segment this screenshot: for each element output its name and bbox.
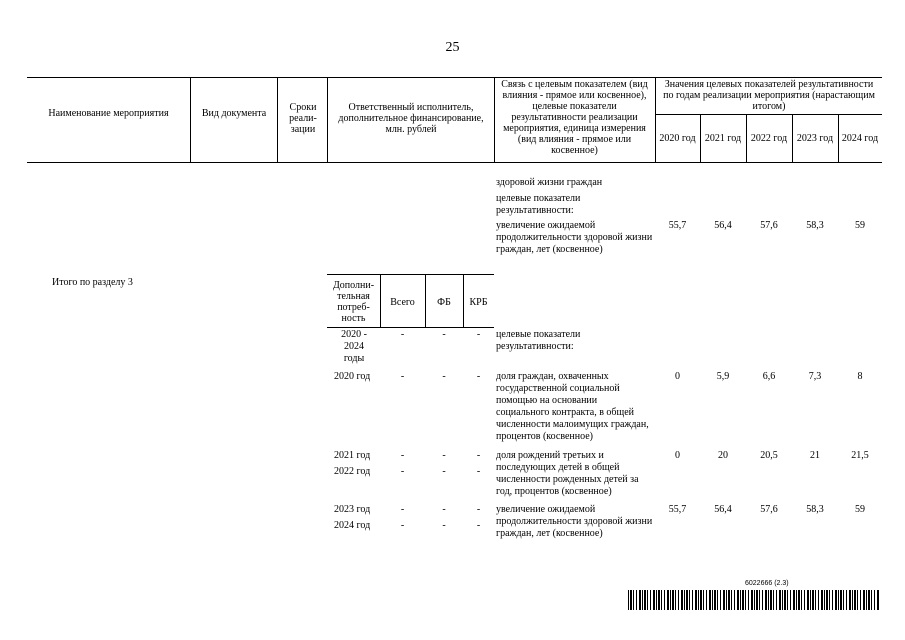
indicator-text: доля рождений третьих и последующих детей в общей численности рожденных детей за год, процентов (косвенное) — [496, 450, 639, 497]
subtable-cell: - — [476, 329, 481, 340]
value-cell: 8 — [857, 371, 863, 382]
subtable-cell: - — [400, 504, 405, 515]
value-cell: 59 — [855, 220, 865, 231]
value-cell: 57,6 — [760, 504, 778, 515]
subtable-head-fb: ФБ — [437, 297, 451, 308]
subtable-cell: - — [442, 466, 446, 477]
subtable-period: 2024 год — [334, 520, 371, 531]
indicator-text: доля граждан, охваченных государственной социальной помощью на основании социального контракта, в общей численности малоимущих граждан, процентов (косвенное) — [496, 371, 649, 442]
col-header-doc-type: Вид документа — [201, 108, 267, 119]
value-cell: 56,4 — [714, 220, 732, 231]
subtable-cell: - — [442, 371, 446, 382]
value-cell: 56,4 — [714, 504, 732, 515]
col-header-name: Наименование мероприятия — [48, 108, 169, 119]
col-header-terms: Сроки реали- зации — [289, 102, 317, 135]
subtable-cell: - — [400, 520, 405, 531]
value-cell: 7,3 — [808, 371, 822, 382]
subtable-cell: - — [476, 450, 481, 461]
page-number: 25 — [445, 40, 460, 55]
subtable-cell: - — [442, 450, 446, 461]
col-header-executor: Ответственный исполнитель, дополнительное финансирование, млн. рублей — [338, 102, 484, 135]
subtable-period: 2020 год — [334, 371, 371, 382]
subtable-head-total: Всего — [390, 297, 415, 308]
value-cell: 57,6 — [760, 220, 778, 231]
value-cell: 0 — [675, 371, 680, 382]
year-header: 2023 год — [796, 133, 834, 144]
cont-indicators-label: целевые показатели результативности: — [496, 193, 581, 216]
subtable-head-krb: КРБ — [469, 297, 488, 308]
subtable-cell: - — [442, 329, 446, 340]
value-cell: 20,5 — [760, 450, 778, 461]
subtable-cell: - — [400, 450, 405, 461]
year-header: 2022 год — [750, 133, 788, 144]
barcode-number: 6022666 (2.3) — [745, 580, 789, 587]
year-header: 2024 год — [841, 133, 879, 144]
value-cell: 55,7 — [668, 220, 687, 231]
subtable-cell: - — [400, 329, 405, 340]
value-cell: 58,3 — [806, 220, 824, 231]
year-header: 2021 год — [704, 133, 742, 144]
subtable-cell: - — [476, 371, 481, 382]
cont-line: здоровой жизни граждан — [496, 177, 603, 188]
subtable-cell: - — [476, 466, 481, 477]
col-header-link: Связь с целевым показателем (вид влияния - прямое или косвенное), целевые показатели результативности реализации мероприятия, единица измерения (вид влияния - прямое или косвенное) — [501, 79, 648, 156]
value-cell: 6,6 — [762, 371, 776, 382]
subtable-cell: - — [400, 466, 405, 477]
indicators-label: целевые показатели результативности: — [496, 329, 581, 352]
subtable-period: 2021 год — [334, 450, 371, 461]
subtable-period: 2020 - 2024 годы — [341, 329, 367, 364]
barcode — [628, 590, 880, 610]
subtable-cell: - — [476, 520, 481, 531]
subtable-cell: - — [442, 504, 446, 515]
value-cell: 58,3 — [806, 504, 824, 515]
indicator-text: увеличение ожидаемой продолжительности здоровой жизни граждан, лет (косвенное) — [496, 504, 653, 539]
subtable-cell: - — [442, 520, 446, 531]
subtable-period: 2023 год — [334, 504, 371, 515]
value-cell: 59 — [855, 504, 865, 515]
subtable-period: 2022 год — [334, 466, 371, 477]
cont-indicator: увеличение ожидаемой продолжительности здоровой жизни граждан, лет (косвенное) — [496, 220, 653, 255]
year-header: 2020 год — [659, 133, 696, 144]
subtable-cell: - — [476, 504, 481, 515]
value-cell: 21 — [810, 450, 820, 461]
value-cell: 5,9 — [716, 371, 730, 382]
value-cell: 55,7 — [668, 504, 687, 515]
value-cell: 20 — [718, 450, 728, 461]
section-total-label: Итого по разделу 3 — [52, 277, 133, 288]
subtable-head-need: Дополни- тельная потреб- ность — [332, 280, 375, 324]
value-cell: 21,5 — [851, 450, 869, 461]
col-header-values-group: Значения целевых показателей результативности по годам реализации мероприятия (нарастающим итогом) — [663, 79, 875, 112]
subtable-cell: - — [400, 371, 405, 382]
value-cell: 0 — [675, 450, 680, 461]
